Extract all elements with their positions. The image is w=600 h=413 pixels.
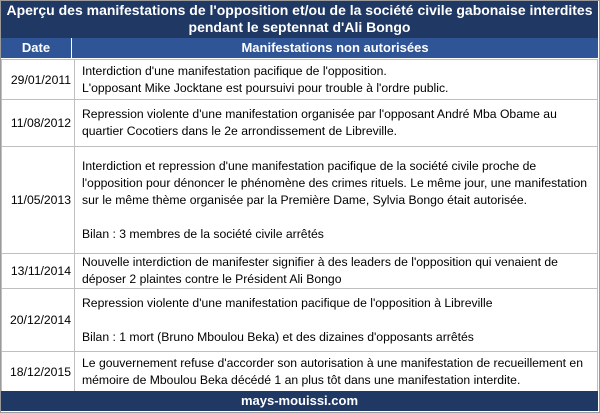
- row-text: Interdiction et repression d'une manifestation pacifique de la société civile proche de l'opposition pour dénoncer le phénomène des crimes rituels. Le même jour, une manifestation sur le même thème organisée par la Première Dame, Sylvia Bongo était autorisée.: [82, 158, 588, 207]
- table-row: [2, 147, 598, 254]
- row-text: Bilan : 3 membres de la société civile arrêtés: [82, 226, 324, 241]
- row-description: [75, 289, 598, 352]
- column-header-row: [1, 38, 598, 58]
- column-header-date: Date: [1, 38, 72, 58]
- paragraph-gap: [82, 209, 591, 226]
- source-footer: mays-mouissi.com: [1, 391, 598, 411]
- row-text: Nouvelle interdiction de manifester signifier à des leaders de l'opposition qui venaient de déposer 2 plaintes contre le Président Ali Bongo: [82, 255, 558, 286]
- table-row: [2, 100, 598, 147]
- row-description: [75, 254, 598, 289]
- title-line-1: Aperçu des manifestations de l'opposition et/ou de la société civile gabonaise interdites: [6, 2, 593, 18]
- row-date: 29/01/2011: [2, 60, 75, 100]
- row-text: L'opposant Mike Jocktane est poursuivi pour trouble à l'ordre public.: [82, 80, 449, 95]
- row-text: Le gouvernement refuse d'accorder son autorisation à une manifestation de recueillement en mémoire de Mboulou Beka décédé 1 an plus tôt dans une manifestation interdite.: [82, 356, 583, 387]
- row-date: 11/08/2012: [2, 100, 75, 147]
- row-text: Repression violente d'une manifestation pacifique de l'opposition à Libreville: [82, 295, 493, 310]
- row-description: [75, 352, 598, 393]
- table-row: [2, 60, 598, 100]
- row-description: [75, 147, 598, 254]
- row-description: [75, 100, 598, 147]
- events-table: [1, 59, 598, 393]
- title-line-2: pendant le septennat d'Ali Bongo: [188, 19, 411, 35]
- row-date: 20/12/2014: [2, 289, 75, 352]
- row-text: Bilan : 1 mort (Bruno Mboulou Beka) et des dizaines d'opposants arrêtés: [82, 329, 474, 344]
- row-date: 18/12/2015: [2, 352, 75, 393]
- row-date: 11/05/2013: [2, 147, 75, 254]
- row-text: Interdiction d'une manifestation pacifique de l'opposition.: [82, 63, 387, 78]
- table-row: [2, 254, 598, 289]
- column-header-events: Manifestations non autorisées: [241, 40, 429, 55]
- row-date: 13/11/2014: [2, 254, 75, 289]
- table-row: [2, 289, 598, 352]
- paragraph-gap: [82, 312, 591, 329]
- table-row: [2, 352, 598, 393]
- row-text: Repression violente d'une manifestation organisée par l'opposant André Mba Obame au quartier Cocotiers dans le 2e arrondissement de Libreville.: [82, 107, 557, 138]
- table-title: [1, 1, 598, 38]
- row-description: [75, 60, 598, 100]
